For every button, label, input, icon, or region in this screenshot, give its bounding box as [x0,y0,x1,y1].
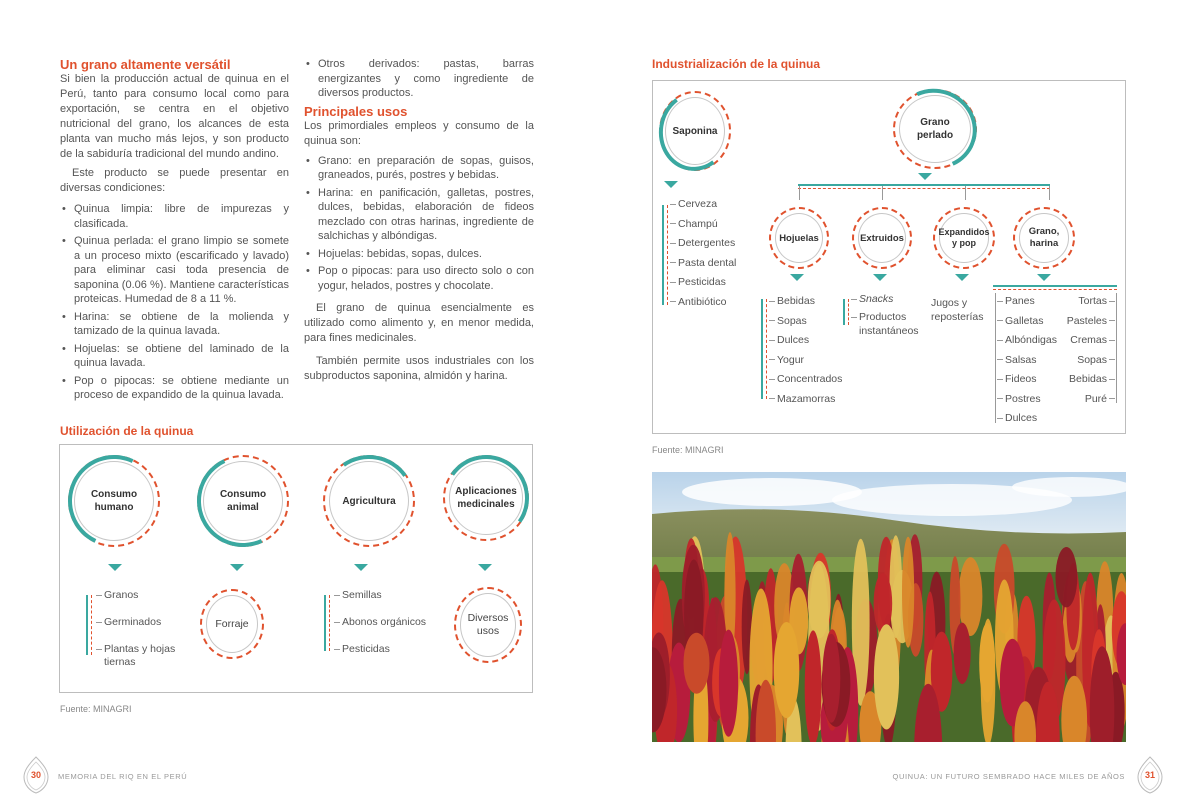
list-bracket [761,299,763,399]
node-label: Agricultura [329,461,409,541]
paragraph: Si bien la producción actual de quinua en el Perú, tanto para consumo local como para exportación, se centra en el objetivo nutricional del grano, los alcances de esta planta van mucho más lejos, y son producto de la sabiduría tradicional del mundo andino. [60,73,289,160]
list-bracket [667,205,668,305]
list-item: Panes [997,292,1067,312]
list-item: Mazamorras [769,390,859,410]
node-label: Expandidos y pop [939,213,989,263]
node-grano-harina [1013,207,1075,269]
paragraph: También permite usos industriales con los subproductos saponina, almidón y harina. [304,355,534,382]
arrow-down-icon [664,181,678,188]
connector-line [799,186,800,200]
list-item: Puré [1053,390,1115,410]
quinoa-field-photo [652,472,1126,742]
list-item: Sopas [1053,351,1115,371]
node-saponina [659,91,731,171]
list-bracket [324,595,326,651]
connector-line [965,186,966,200]
agricultura-list [334,589,464,656]
list-item: Abonos orgánicos [334,616,464,629]
list-item: • Harina: en panificación, galletas, postres, dulces, bebidas, elaboración de fideos mezclado con otras harinas, ingrediente de salchichas y albóndigas. [304,186,534,244]
page-number-right: 31 [1144,770,1155,780]
paragraph: Los primordiales empleos y consumo de la quinua son: [304,119,534,147]
list-bracket [848,299,849,325]
node-label: Consumo animal [203,461,283,541]
arrow-down-icon [1037,274,1051,281]
list-item: Granos [96,589,206,602]
node-forraje [200,589,264,659]
arrow-down-icon [230,564,244,571]
list-item: Germinados [96,616,206,629]
list-bracket [91,595,92,655]
left-column-1 [60,57,289,406]
list-bracket [1116,293,1117,403]
list-item: • Harina: se obtiene de la molienda y tamizado de la quinua lavada. [60,310,289,339]
list-item: Bebidas [1053,370,1115,390]
list-item: • Quinua perlada: el grano limpio se somete a un proceso mixto (escarificado y lavado) para eliminar casi toda presencia de saponina (0.06 %). Mantiene características proteicas. Humedad de 8 a 11 %. [60,234,289,307]
list-item: Productos instantáneos [851,310,931,338]
list-item: Semillas [334,589,464,602]
list-bracket [766,299,767,399]
utilizacion-diagram [59,444,533,693]
grano-harina-list-right [1053,292,1115,409]
extruidos-list [851,292,931,338]
expandidos-text: Jugos y reposterías [931,297,984,323]
list-item: • Grano: en preparación de sopas, guisos, graneados, purés, postres y bebidas. [304,154,534,183]
list-item: Tortas [1053,292,1115,312]
arrow-down-icon [955,274,969,281]
saponina-list [670,195,760,312]
connector-bar [798,184,1050,186]
list-item: • Otros derivados: pastas, barras energizantes y como ingrediente de diversos productos. [304,57,534,101]
list-item: • Pop o pipocas: se obtiene mediante un proceso de expandido de la quinua lavada. [60,374,289,403]
list-item: Salsas [997,351,1067,371]
list-item: Pesticidas [334,643,464,656]
paragraph: El grano de quinua esencialmente es utilizado como alimento y, en menor medida, para fines medicinales. [304,302,534,344]
list-item: Fideos [997,370,1067,390]
conditions-list [60,202,289,403]
list-item: Cerveza [670,195,760,215]
node-extruidos [852,207,912,269]
list-item: • Hojuelas: bebidas, sopas, dulces. [304,247,534,262]
list-item: Champú [670,215,760,235]
node-label: Consumo humano [74,461,154,541]
running-title-right: QUINUA: UN FUTURO SEMBRADO HACE MILES DE AÑOS [892,772,1125,781]
hojuelas-list [769,292,859,409]
list-bracket [662,205,664,305]
arrow-down-icon [873,274,887,281]
node-label: Hojuelas [775,213,823,263]
node-expandidos-pop [933,207,995,269]
node-consumo-humano [68,455,160,547]
node-label: Diversos usos [460,593,516,657]
list-item: Albóndigas [997,331,1067,351]
list-item: • Pop o pipocas: para uso directo solo o con yogur, helados, postres y chocolate. [304,264,534,293]
node-aplicaciones-medicinales [443,455,529,541]
connector-bar [993,289,1117,290]
list-item: Detergentes [670,234,760,254]
node-consumo-animal [197,455,289,547]
diagram-title-utilizacion: Utilización de la quinua [60,424,194,438]
connector-bar [798,188,1050,189]
consumo-humano-list [96,589,206,669]
list-item: Antibiótico [670,293,760,313]
node-hojuelas [769,207,829,269]
list-item: Yogur [769,351,859,371]
source-note: Fuente: MINAGRI [60,704,132,714]
list-bracket [843,299,845,325]
arrow-down-icon [790,274,804,281]
list-bracket [995,293,996,423]
derivados-list [304,57,534,101]
node-agricultura [323,455,415,547]
list-item: Pasteles [1053,312,1115,332]
list-item: • Quinua limpia: libre de impurezas y clasificada. [60,202,289,231]
section-title-versatil: Un grano altamente versátil [60,57,231,72]
connector-line [882,186,883,200]
industrializacion-diagram [652,80,1126,434]
list-item: Cremas [1053,331,1115,351]
usos-list [304,154,534,294]
node-label: Aplicaciones medicinales [449,461,523,535]
list-item: Dulces [769,331,859,351]
section-title-usos: Principales usos [304,103,408,119]
node-label: Extruidos [858,213,906,263]
arrow-down-icon [478,564,492,571]
source-note: Fuente: MINAGRI [652,445,724,455]
list-item: Sopas [769,312,859,332]
node-label: Grano, harina [1019,213,1069,263]
arrow-down-icon [354,564,368,571]
node-grano-perlado [893,89,977,169]
list-item: Concentrados [769,370,859,390]
list-item: Pesticidas [670,273,760,293]
left-column-2 [304,57,534,384]
list-item: Postres [997,390,1067,410]
diagram-title-industrializacion: Industrialización de la quinua [652,57,821,71]
list-item: Bebidas [769,292,859,312]
connector-line [1049,186,1050,200]
list-bracket [329,595,330,651]
list-bracket [86,595,88,655]
page-number-left: 30 [30,770,41,780]
list-item: Snacks [851,292,931,306]
arrow-down-icon [108,564,122,571]
connector-bar [993,285,1117,287]
node-label: Forraje [206,595,258,653]
list-item: Galletas [997,312,1067,332]
paragraph: Este producto se puede presentar en diversas condiciones: [60,167,289,194]
node-diversos-usos [454,587,522,663]
running-title-left: MEMORIA DEL RIQ EN EL PERÚ [58,772,188,781]
arrow-down-icon [918,173,932,180]
list-item: • Hojuelas: se obtiene del laminado de la quinua lavada. [60,342,289,371]
list-item: Plantas y hojas tiernas [96,643,206,669]
list-item: Dulces [997,409,1067,429]
list-item: Pasta dental [670,254,760,274]
node-label: Saponina [665,97,725,165]
node-label: Grano perlado [899,95,971,163]
